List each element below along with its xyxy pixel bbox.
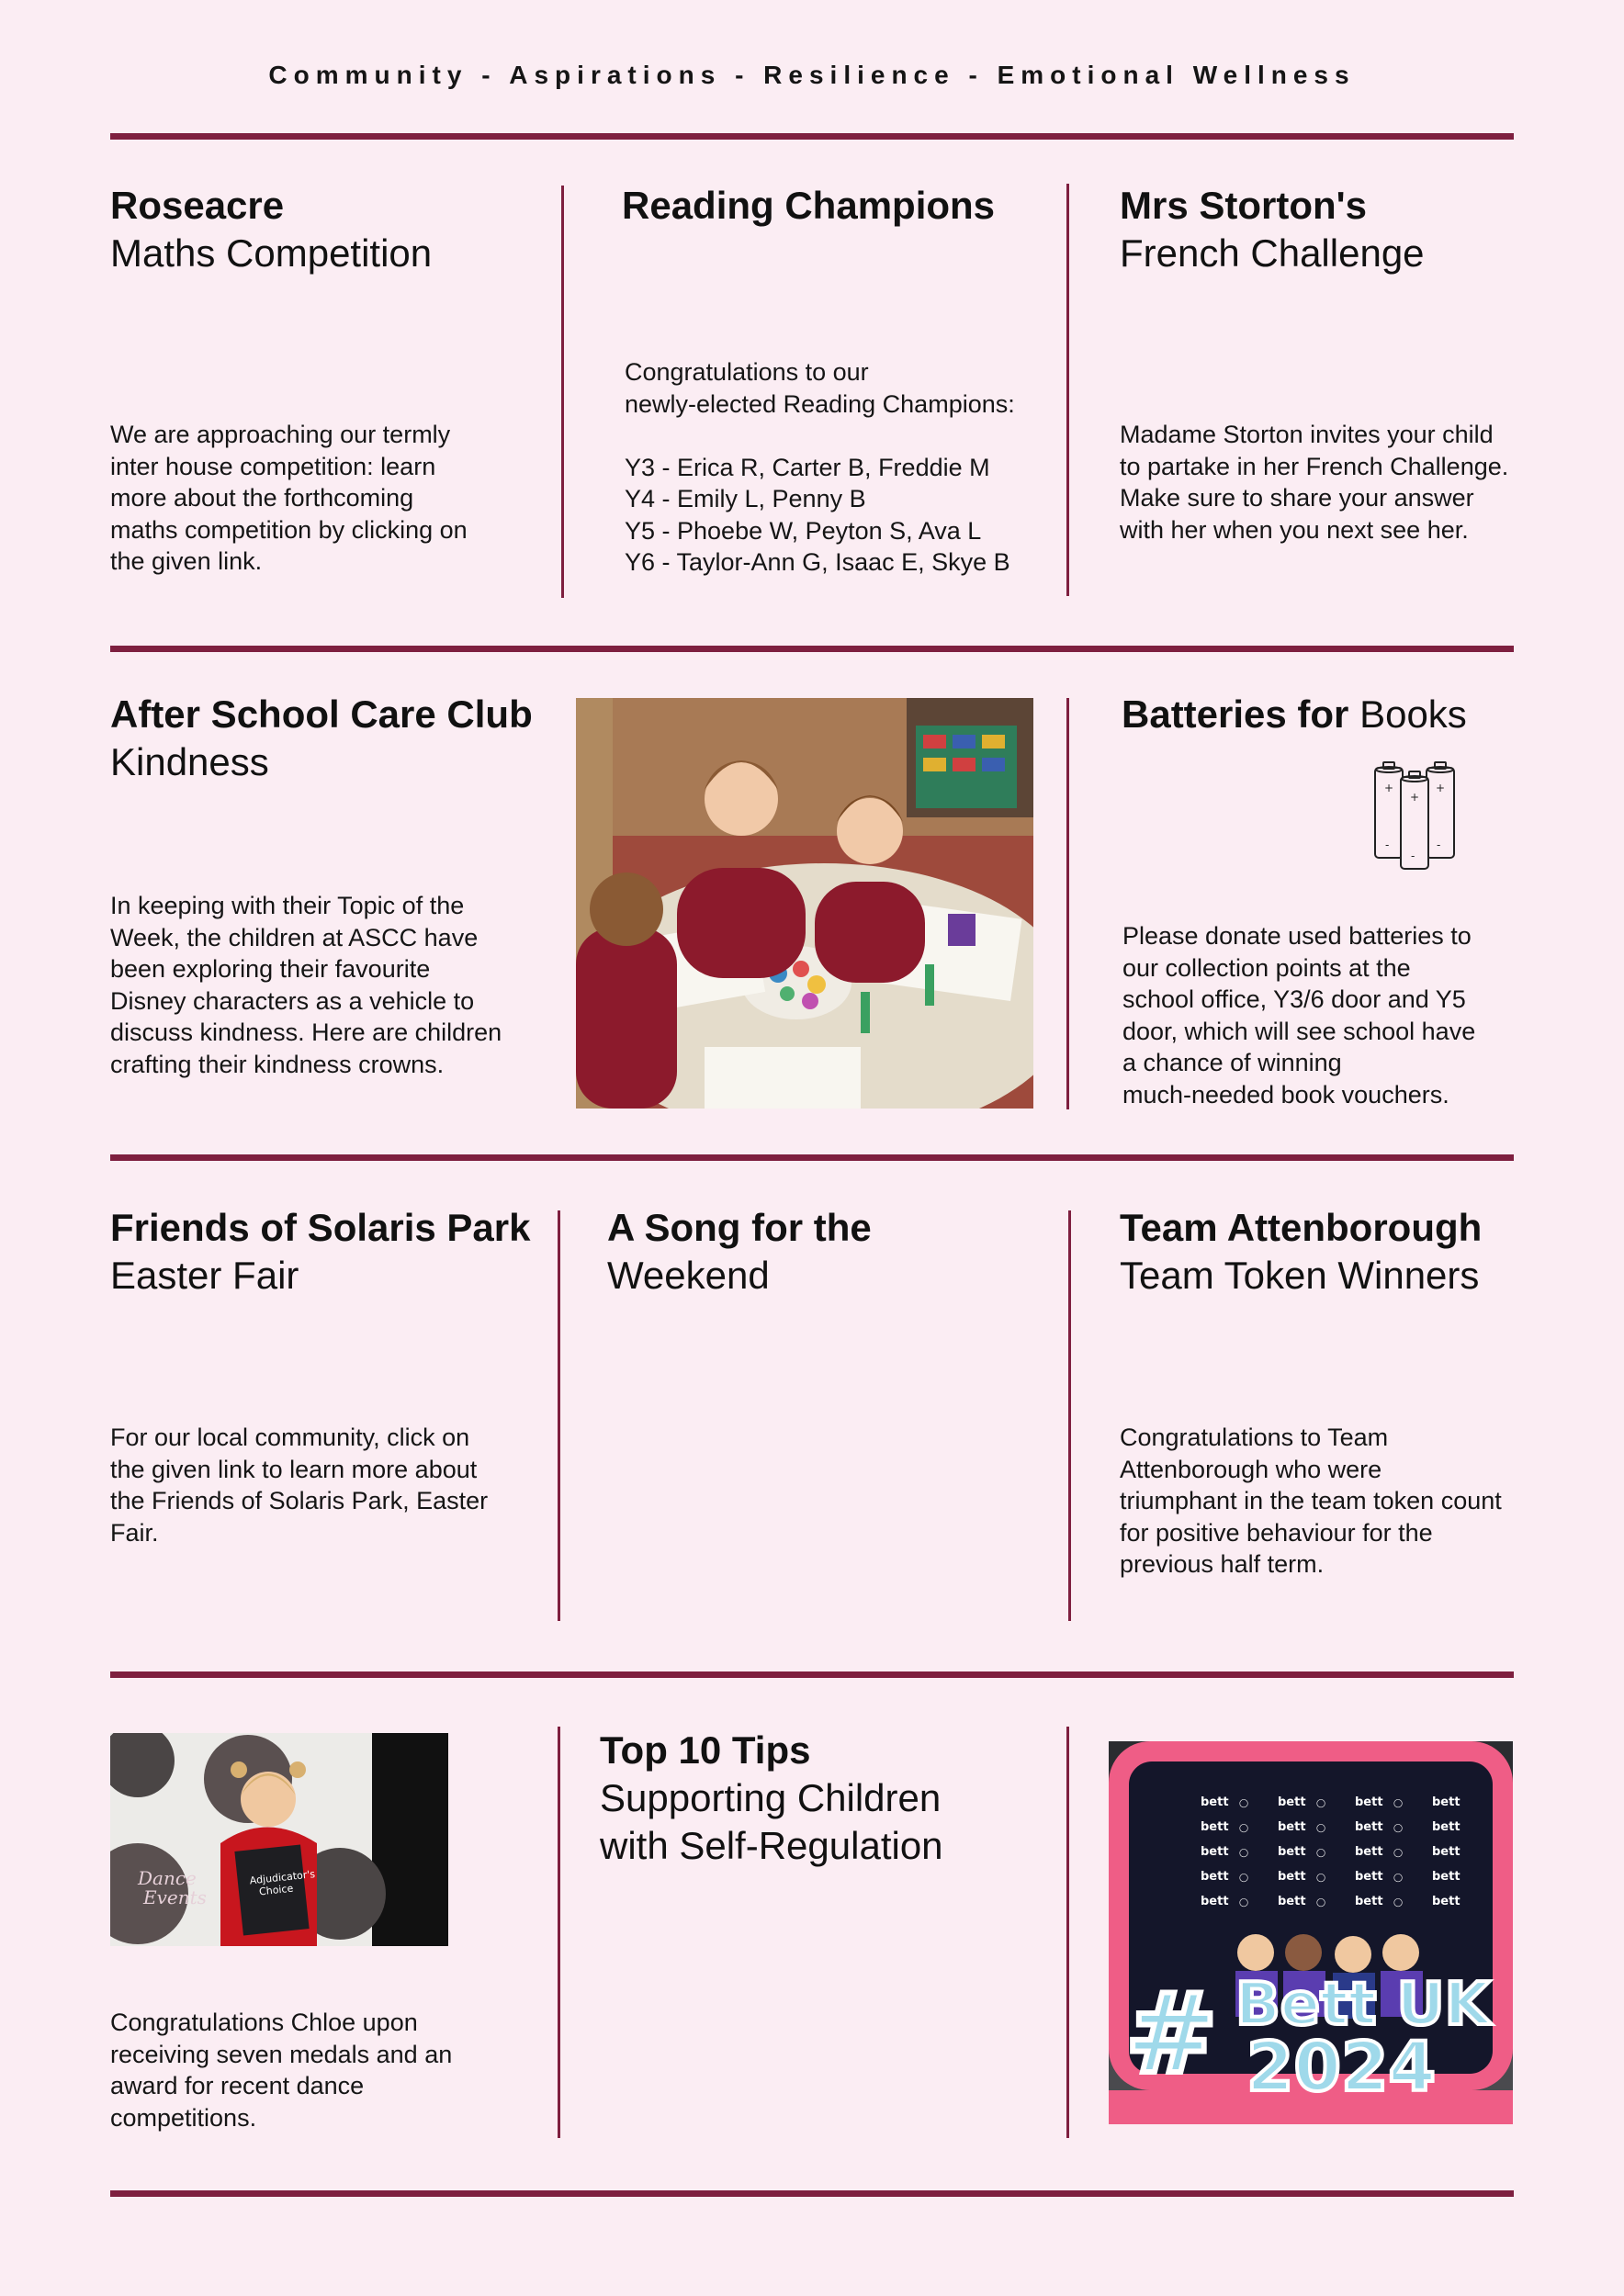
easter-fair-article <box>110 1204 551 1300</box>
bett-backdrop-word: bett <box>1201 1845 1229 1859</box>
article-body: Please donate used batteries to our collection points at the school office, Y3/6 door and Y5 door, which will see school have a chance of winning much-needed book vouchers. <box>1122 922 1476 1109</box>
article-body: In keeping with their Topic of the Week, the children at ASCC have been exploring their favourite Disney characters as a vehicle to discuss kindness. Here are children crafting their kindness crowns. <box>110 892 502 1078</box>
column-divider <box>558 1727 560 2138</box>
chloe-dance-photo <box>110 1733 448 1946</box>
kindness-crowns-photo <box>576 698 1033 1109</box>
certificate-text-line2: Choice <box>258 1882 294 1898</box>
article-subtitle: Easter Fair <box>110 1254 299 1297</box>
french-challenge-article <box>1120 182 1542 277</box>
bett-hash-sign: # <box>1125 1971 1218 2099</box>
bett-backdrop-word: bett <box>1355 1795 1383 1809</box>
bett-backdrop-word: ◯ <box>1316 1824 1326 1833</box>
divider-row3 <box>110 1671 1514 1678</box>
column-divider <box>1066 698 1069 1109</box>
bett-backdrop-word: ◯ <box>1316 1874 1326 1883</box>
bett-backdrop-word: bett <box>1432 1845 1460 1859</box>
article-subtitle: Maths Competition <box>110 231 433 275</box>
article-body: We are approaching our termly inter house competition: learn more about the forthcoming maths competition by clicking on the given link. <box>110 421 468 575</box>
article-title <box>1122 691 1517 738</box>
bett-sign-line2: 2024 <box>1246 2028 1436 2107</box>
article-subtitle: Weekend <box>607 1254 770 1297</box>
bett-backdrop-word: bett <box>1278 1820 1306 1834</box>
article-title: Top 10 Tips <box>600 1728 811 1772</box>
svg-text:+: + <box>1436 782 1446 794</box>
team-token-article <box>1120 1204 1551 1300</box>
bett-backdrop-word: ◯ <box>1316 1799 1326 1808</box>
article-body: For our local community, click on the given link to learn more about the Friends of Solaris Park, Easter Fair. <box>110 1424 489 1547</box>
article-title: Reading Champions <box>622 184 996 227</box>
divider-bottom <box>110 2190 1514 2197</box>
bett-backdrop-word: ◯ <box>1239 1898 1249 1908</box>
article-title: Roseacre <box>110 184 285 227</box>
bett-backdrop-word: ◯ <box>1393 1799 1404 1808</box>
svg-text:+: + <box>1384 782 1394 794</box>
dance-events-logo-line2: Events <box>143 1886 207 1908</box>
article-subtitle: Supporting Children with Self-Regulation <box>600 1776 943 1867</box>
title-light-part: Books <box>1348 692 1467 736</box>
column-divider <box>1066 1727 1069 2138</box>
article-title: Mrs Storton's <box>1120 184 1368 227</box>
article-subtitle: Team Token Winners <box>1120 1254 1480 1297</box>
article-title: After School Care Club <box>110 692 533 736</box>
column-divider <box>1068 1210 1071 1621</box>
self-regulation-tips-article <box>600 1727 1041 1870</box>
maths-competition-article <box>110 182 542 277</box>
article-title: A Song for the <box>607 1206 872 1249</box>
bett-backdrop-word: bett <box>1355 1845 1383 1859</box>
bett-backdrop-word: bett <box>1355 1870 1383 1884</box>
bett-backdrop-word: bett <box>1432 1870 1460 1884</box>
bett-backdrop-word: bett <box>1355 1820 1383 1834</box>
bett-sign-line1: Bett UK <box>1235 1971 1491 2039</box>
bett-backdrop-word: ◯ <box>1316 1898 1326 1908</box>
divider-top <box>110 133 1514 140</box>
bett-backdrop-word: bett <box>1278 1845 1306 1859</box>
dance-events-logo-line1: Dance <box>138 1867 197 1889</box>
bett-backdrop-word: ◯ <box>1393 1824 1404 1833</box>
column-divider <box>561 186 564 598</box>
bett-backdrop-word: bett <box>1278 1895 1306 1908</box>
bett-backdrop-word: bett <box>1432 1895 1460 1908</box>
bett-backdrop-word: ◯ <box>1239 1849 1249 1858</box>
bett-backdrop-word: bett <box>1278 1795 1306 1809</box>
title-bold-part: Batteries for <box>1122 692 1349 736</box>
article-body: Madame Storton invites your child to partake in her French Challenge. Make sure to share your answer with her when you next see her. <box>1120 421 1509 544</box>
reading-champions-article <box>622 182 1054 230</box>
bett-backdrop-word: bett <box>1201 1820 1229 1834</box>
bett-backdrop-word: ◯ <box>1316 1849 1326 1858</box>
divider-row2 <box>110 1154 1514 1161</box>
bett-backdrop-word: bett <box>1278 1870 1306 1884</box>
bett-backdrop-word: bett <box>1201 1895 1229 1908</box>
bett-backdrop-word: ◯ <box>1239 1874 1249 1883</box>
svg-text:-: - <box>1385 838 1390 851</box>
article-body: Congratulations to our newly-elected Reading Champions: Y3 - Erica R, Carter B, Freddie M Y4 - Emily L, Penny B Y5 - Phoebe W, Peyton S, Ava L Y6 - Taylor-Ann G, Isaac E, Skye B <box>625 358 1015 576</box>
bett-uk-2024-photo <box>1109 1741 1513 2124</box>
svg-text:-: - <box>1437 838 1441 851</box>
bett-backdrop-word: ◯ <box>1393 1898 1404 1908</box>
bett-backdrop-word: ◯ <box>1393 1849 1404 1858</box>
article-body: Congratulations Chloe upon receiving seven medals and an award for recent dance competitions. <box>110 2009 453 2132</box>
divider-row1 <box>110 646 1514 652</box>
bett-backdrop-word: bett <box>1355 1895 1383 1908</box>
article-body: Congratulations to Team Attenborough who were triumphant in the team token count for positive behaviour for the previous half term. <box>1120 1424 1502 1578</box>
article-title: Friends of Solaris Park <box>110 1206 531 1249</box>
bett-backdrop-word: ◯ <box>1393 1874 1404 1883</box>
ascc-kindness-article <box>110 691 560 786</box>
column-divider <box>1066 184 1069 596</box>
bett-backdrop-word: bett <box>1201 1870 1229 1884</box>
batteries-icon <box>1371 759 1463 873</box>
batteries-for-books-article <box>1122 691 1517 738</box>
bett-backdrop-word: bett <box>1432 1795 1460 1809</box>
article-title: Team Attenborough <box>1120 1206 1483 1249</box>
song-for-weekend-article <box>607 1204 1030 1300</box>
bett-backdrop-word: ◯ <box>1239 1799 1249 1808</box>
article-subtitle: French Challenge <box>1120 231 1425 275</box>
bett-backdrop-word: ◯ <box>1239 1824 1249 1833</box>
svg-text:-: - <box>1411 850 1415 862</box>
bett-backdrop-word: bett <box>1432 1820 1460 1834</box>
certificate-text-line1: Adjudicator's <box>249 1868 316 1887</box>
svg-text:+: + <box>1410 791 1420 804</box>
motto-tagline: Community - Aspirations - Resilience - Emotional Wellness <box>268 61 1356 89</box>
bett-backdrop-word: bett <box>1201 1795 1229 1809</box>
column-divider <box>558 1210 560 1621</box>
article-subtitle: Kindness <box>110 740 269 783</box>
